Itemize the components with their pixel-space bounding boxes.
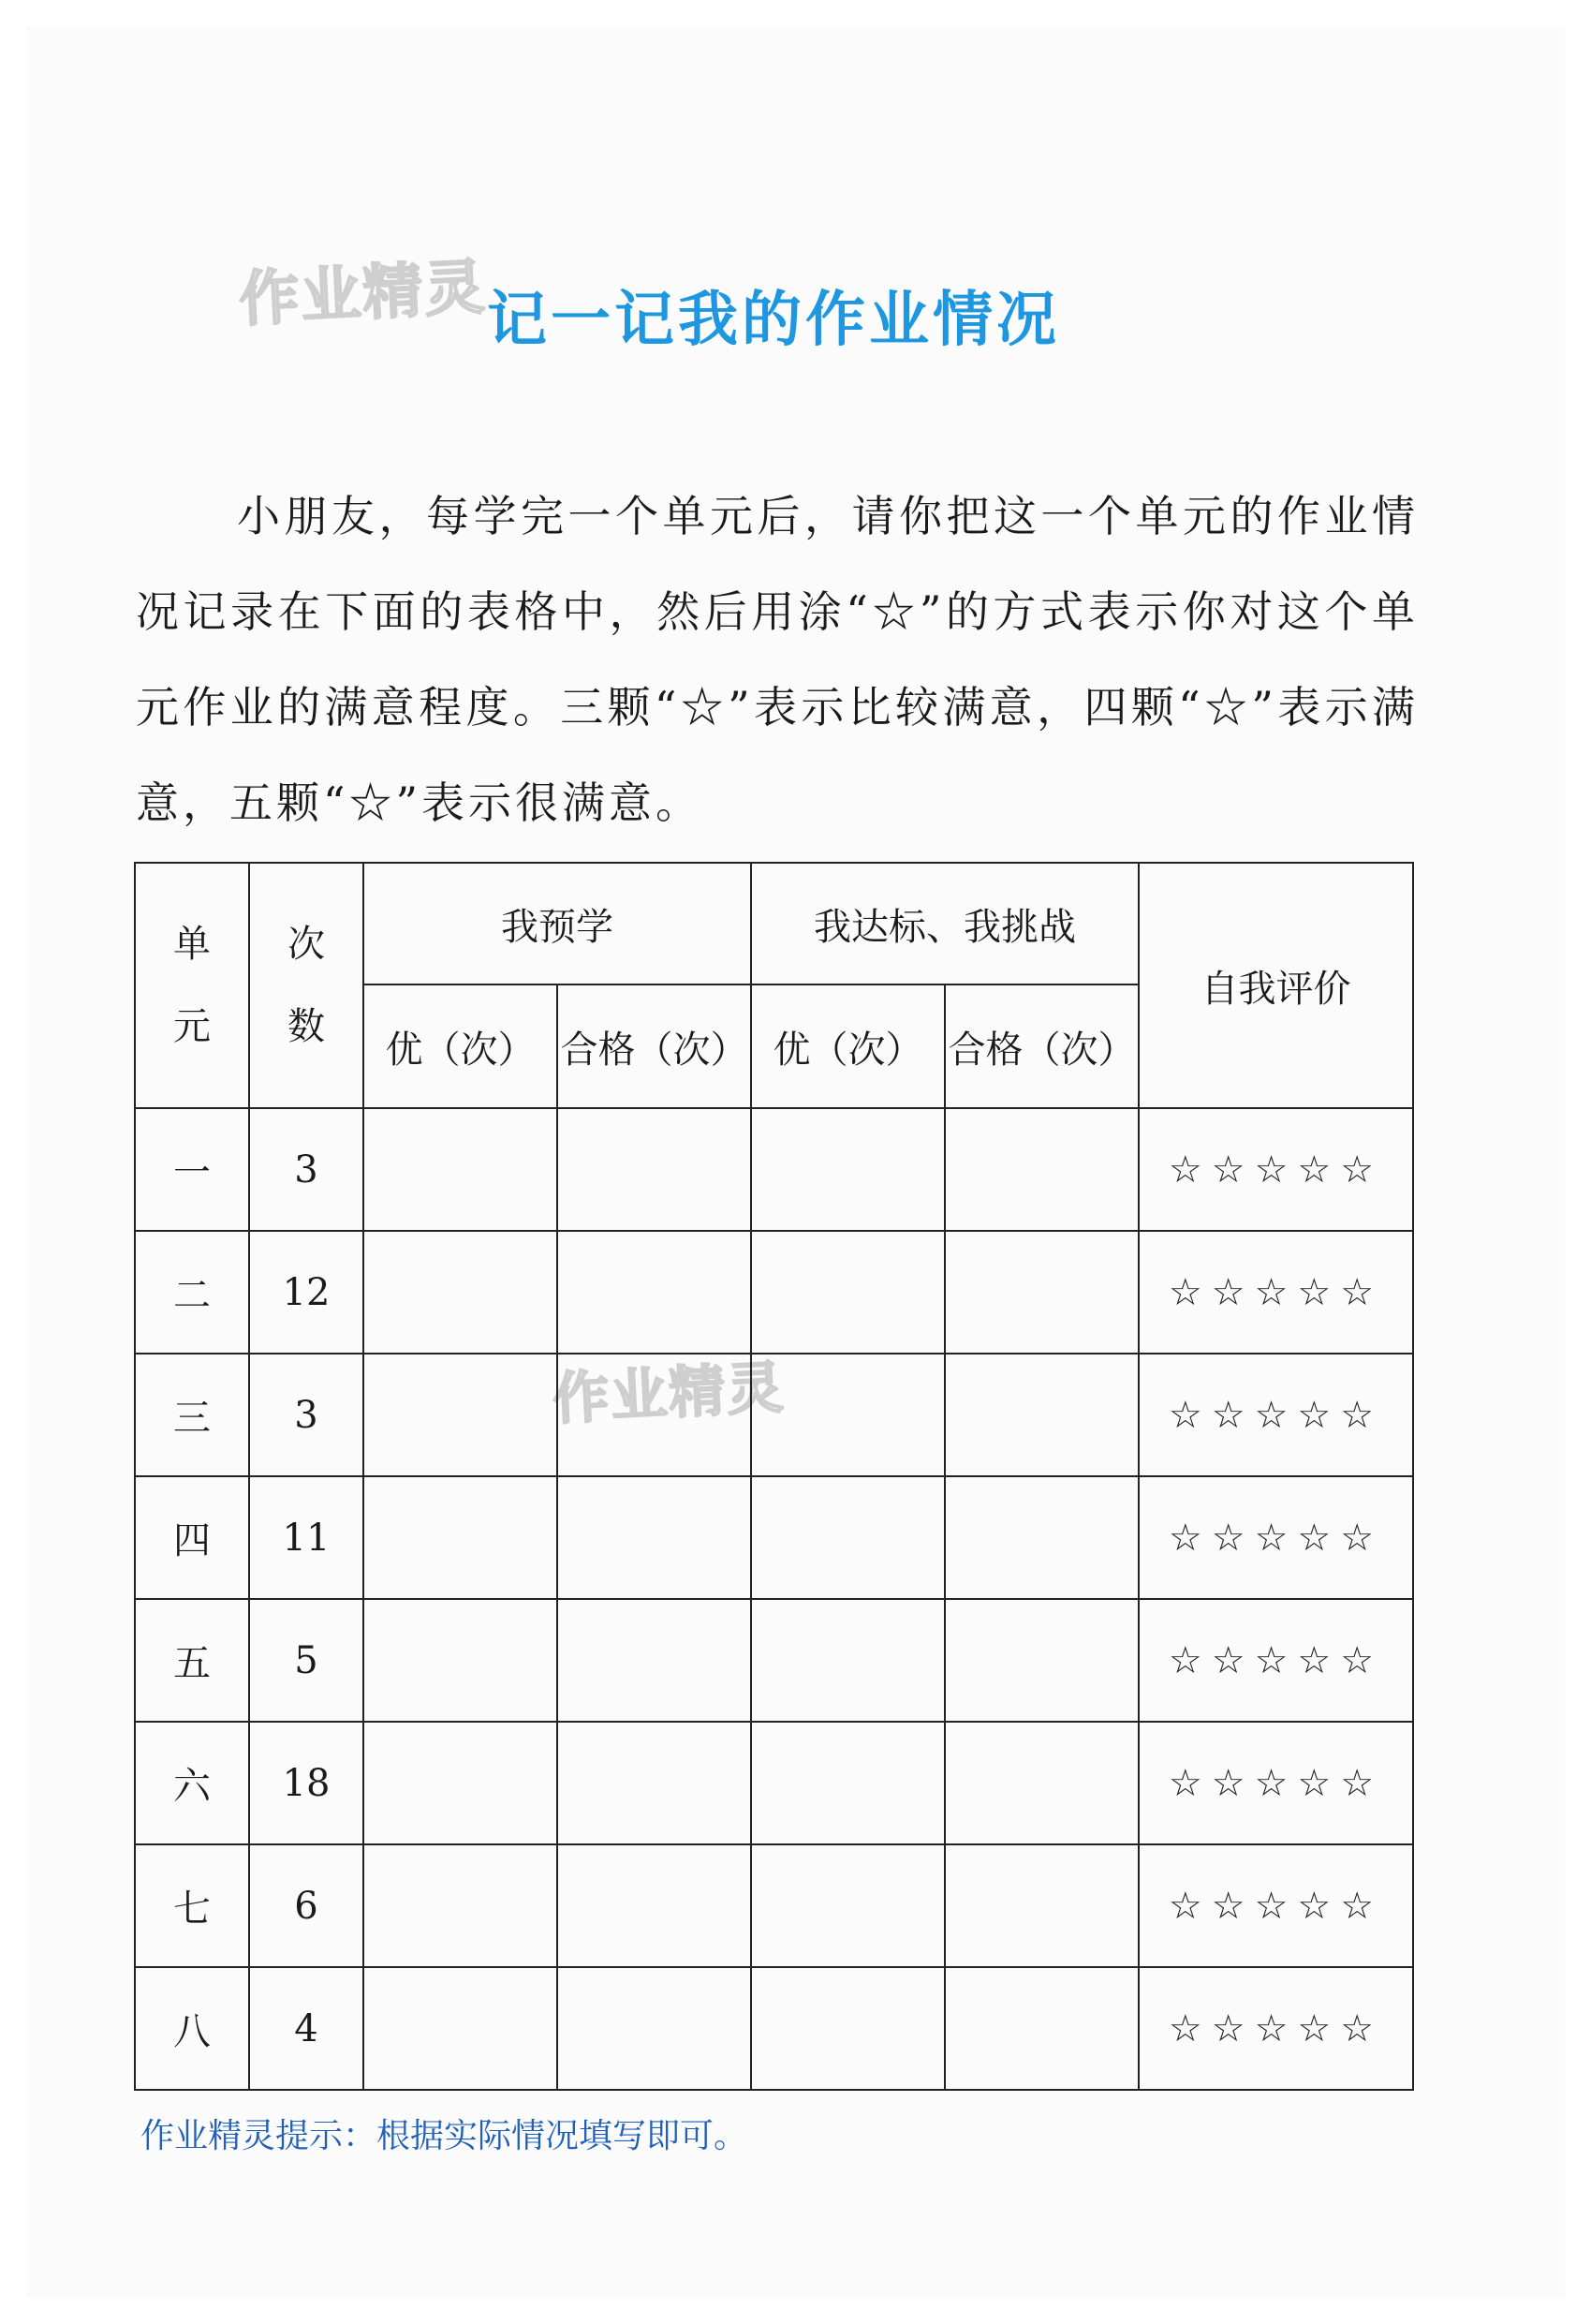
challenge-qualified-cell[interactable] (945, 1476, 1139, 1599)
unit-cell: 四 (135, 1476, 249, 1599)
watermark: 作业精灵 (551, 1354, 787, 1433)
header-preview-qualified: 合格（次） (557, 984, 751, 1108)
preview-excellent-cell[interactable] (363, 1599, 557, 1722)
preview-excellent-cell[interactable] (363, 1108, 557, 1231)
table-row (135, 1354, 1413, 1476)
table-row (135, 1476, 1413, 1599)
preview-excellent-cell[interactable] (363, 1231, 557, 1354)
header-challenge: 我达标、我挑战 (751, 863, 1139, 984)
preview-qualified-cell[interactable] (557, 1599, 751, 1722)
watermark: 作业精灵 (237, 253, 489, 335)
intro-paragraph: 小朋友，每学完一个单元后，请你把这一个单元的作业情况记录在下面的表格中，然后用涂“☆”的方式表示你对这个单元作业的满意程度。三颗“☆”表示比较满意，四颗“☆”表示满意，五颗“☆”表示很满意。 (136, 491, 1419, 828)
preview-qualified-cell[interactable] (557, 1967, 751, 2090)
challenge-excellent-cell[interactable] (751, 1844, 945, 1967)
unit-cell: 七 (135, 1844, 249, 1967)
challenge-excellent-cell[interactable] (751, 1476, 945, 1599)
unit-cell: 一 (135, 1108, 249, 1231)
self-eval-stars[interactable]: ☆☆☆☆☆ (1139, 1599, 1413, 1722)
unit-cell: 五 (135, 1599, 249, 1722)
homework-record-table (134, 862, 1414, 2091)
preview-excellent-cell[interactable] (363, 1476, 557, 1599)
self-eval-stars[interactable]: ☆☆☆☆☆ (1139, 1231, 1413, 1354)
challenge-excellent-cell[interactable] (751, 1108, 945, 1231)
table-row (135, 1844, 1413, 1967)
self-eval-stars[interactable]: ☆☆☆☆☆ (1139, 1354, 1413, 1476)
self-eval-stars[interactable]: ☆☆☆☆☆ (1139, 1967, 1413, 2090)
count-cell: 5 (249, 1599, 363, 1722)
preview-qualified-cell[interactable] (557, 1722, 751, 1844)
challenge-qualified-cell[interactable] (945, 1722, 1139, 1844)
hint-text: 作业精灵提示：根据实际情况填写即可。 (140, 2117, 748, 2155)
challenge-qualified-cell[interactable] (945, 1354, 1139, 1476)
count-cell: 11 (249, 1476, 363, 1599)
preview-qualified-cell[interactable] (557, 1231, 751, 1354)
unit-cell: 六 (135, 1722, 249, 1844)
count-cell: 6 (249, 1844, 363, 1967)
challenge-qualified-cell[interactable] (945, 1108, 1139, 1231)
self-eval-stars[interactable]: ☆☆☆☆☆ (1139, 1108, 1413, 1231)
header-preview: 我预学 (363, 863, 751, 984)
challenge-qualified-cell[interactable] (945, 1844, 1139, 1967)
preview-excellent-cell[interactable] (363, 1967, 557, 2090)
challenge-qualified-cell[interactable] (945, 1231, 1139, 1354)
challenge-excellent-cell[interactable] (751, 1722, 945, 1844)
preview-qualified-cell[interactable] (557, 1354, 751, 1476)
unit-cell: 三 (135, 1354, 249, 1476)
unit-cell: 二 (135, 1231, 249, 1354)
preview-excellent-cell[interactable] (363, 1354, 557, 1476)
table-row (135, 1231, 1413, 1354)
count-cell: 4 (249, 1967, 363, 2090)
table-row (135, 1722, 1413, 1844)
header-challenge-qualified: 合格（次） (945, 984, 1139, 1108)
count-cell: 3 (249, 1108, 363, 1231)
preview-excellent-cell[interactable] (363, 1722, 557, 1844)
table-row (135, 1108, 1413, 1231)
preview-qualified-cell[interactable] (557, 1476, 751, 1599)
header-count: 次数 (249, 863, 363, 1108)
preview-excellent-cell[interactable] (363, 1844, 557, 1967)
challenge-excellent-cell[interactable] (751, 1231, 945, 1354)
self-eval-stars[interactable]: ☆☆☆☆☆ (1139, 1476, 1413, 1599)
unit-cell: 八 (135, 1967, 249, 2090)
challenge-excellent-cell[interactable] (751, 1967, 945, 2090)
preview-qualified-cell[interactable] (557, 1108, 751, 1231)
header-unit: 单元 (135, 863, 249, 1108)
count-cell: 3 (249, 1354, 363, 1476)
self-eval-stars[interactable]: ☆☆☆☆☆ (1139, 1722, 1413, 1844)
self-eval-stars[interactable]: ☆☆☆☆☆ (1139, 1844, 1413, 1967)
count-cell: 18 (249, 1722, 363, 1844)
header-self-eval: 自我评价 (1139, 863, 1413, 1108)
challenge-excellent-cell[interactable] (751, 1599, 945, 1722)
count-cell: 12 (249, 1231, 363, 1354)
challenge-excellent-cell[interactable] (751, 1354, 945, 1476)
header-preview-excellent: 优（次） (363, 984, 557, 1108)
preview-qualified-cell[interactable] (557, 1844, 751, 1967)
page-title: 记一记我的作业情况 (487, 286, 1060, 355)
table-row (135, 1599, 1413, 1722)
table-row (135, 1967, 1413, 2090)
challenge-qualified-cell[interactable] (945, 1599, 1139, 1722)
header-challenge-excellent: 优（次） (751, 984, 945, 1108)
challenge-qualified-cell[interactable] (945, 1967, 1139, 2090)
